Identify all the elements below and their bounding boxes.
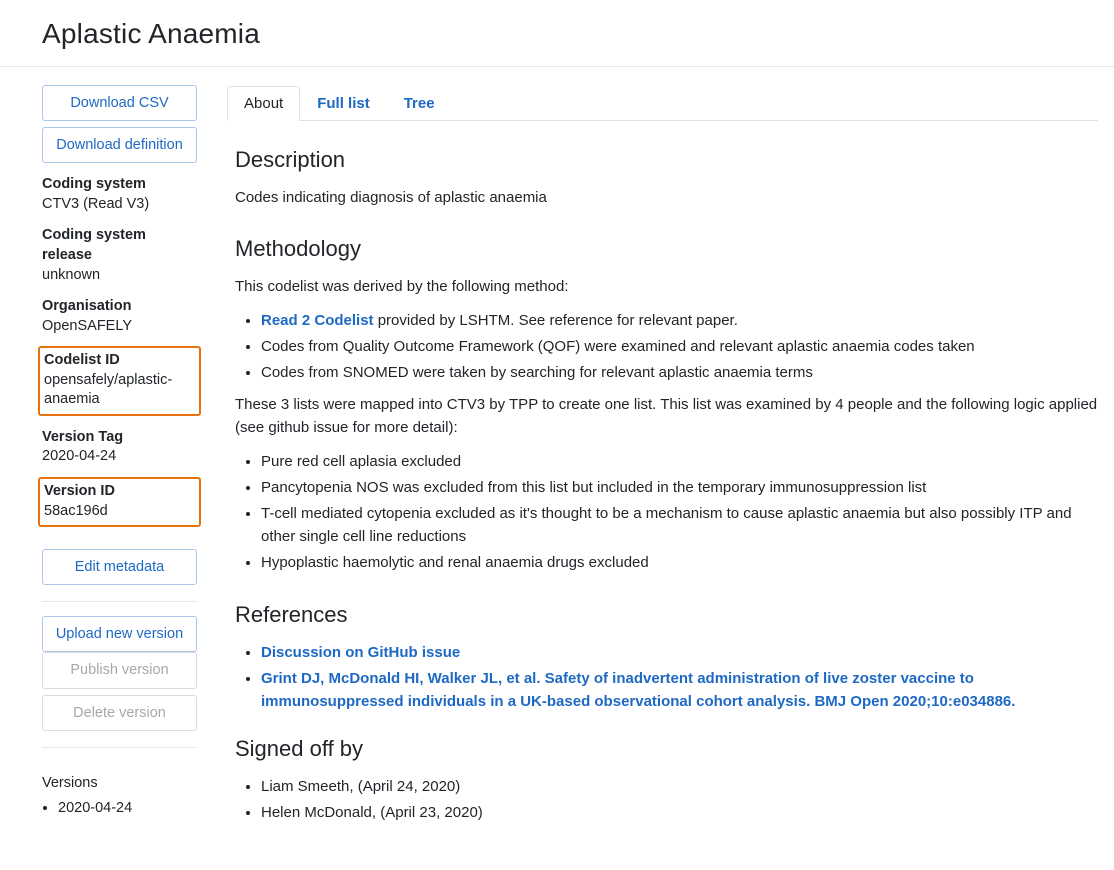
meta-coding-system-release xyxy=(42,226,197,285)
about-panel xyxy=(227,147,1098,824)
meta-coding-system-release-value: unknown xyxy=(42,266,101,283)
versions-heading: Versions xyxy=(42,774,98,791)
sidebar xyxy=(42,85,197,821)
meta-codelist-id-value: opensafely/aplastic-anaemia xyxy=(44,371,173,408)
list-item: • Helen McDonald, (April 23, 2020) xyxy=(261,802,1098,825)
methodology-heading: Methodology xyxy=(235,235,361,261)
list-item: • Hypoplastic haemolytic and renal anaemia drugs excluded xyxy=(261,552,1098,575)
page-title: Aplastic Anaemia xyxy=(42,18,260,49)
methodology-item-0-text: provided by LSHTM. See reference for relevant paper. xyxy=(373,312,738,329)
references-heading: References xyxy=(235,602,348,628)
versions-list xyxy=(42,799,197,819)
read2-codelist-link[interactable]: Read 2 Codelist xyxy=(261,312,374,329)
methodology-logic-list xyxy=(235,451,1098,574)
references-list xyxy=(235,642,1098,713)
publish-version-button: Publish version xyxy=(42,652,197,688)
meta-version-tag-label: Version Tag xyxy=(42,428,124,445)
list-item xyxy=(261,668,1098,714)
upload-new-version-button[interactable]: Upload new version xyxy=(42,616,197,652)
meta-organisation-value: OpenSAFELY xyxy=(42,317,133,334)
list-item: • Pancytopenia NOS was excluded from this list but included in the temporary immunosuppression list xyxy=(261,477,1098,500)
methodology-list xyxy=(235,310,1098,384)
tab-tree[interactable]: Tree xyxy=(403,95,435,112)
download-definition-button[interactable]: Download definition xyxy=(42,127,197,163)
tab-full-list[interactable]: Full list xyxy=(317,95,370,112)
main-content xyxy=(227,85,1106,834)
signed-off-heading: Signed off by xyxy=(235,735,364,761)
list-item: • Liam Smeeth, (April 24, 2020) xyxy=(261,776,1098,799)
list-item[interactable]: • 2020-04-24 xyxy=(58,799,197,819)
meta-version-id-value: 58ac196d xyxy=(44,502,108,519)
page-layout xyxy=(0,67,1114,834)
list-item xyxy=(261,642,1098,665)
meta-version-tag xyxy=(42,428,197,467)
list-item: • Codes from SNOMED were taken by searching for relevant aplastic anaemia terms xyxy=(261,362,1098,385)
sidebar-divider-1 xyxy=(42,601,197,602)
meta-codelist-id-highlight xyxy=(38,346,201,416)
description-heading: Description xyxy=(235,147,346,172)
tab-bar xyxy=(227,85,1098,121)
download-csv-button[interactable]: Download CSV xyxy=(42,85,197,121)
list-item xyxy=(261,310,1098,333)
list-item: • Pure red cell aplasia excluded xyxy=(261,451,1098,474)
description-text: Codes indicating diagnosis of aplastic anaemia xyxy=(235,189,547,206)
meta-version-id-label: Version ID xyxy=(44,483,115,499)
meta-organisation-label: Organisation xyxy=(42,298,132,315)
tab-about[interactable]: About xyxy=(227,86,300,121)
list-item: • Codes from Quality Outcome Framework (QOF) were examined and relevant aplastic anaemia codes taken xyxy=(261,336,1098,359)
methodology-intro: This codelist was derived by the following method: xyxy=(235,277,569,295)
methodology-paragraph-2: These 3 lists were mapped into CTV3 by TPP to create one list. This list was examined by 4 people and the following logic applied (see github issue for more detail): xyxy=(235,396,1098,436)
meta-coding-system xyxy=(42,175,197,214)
meta-coding-system-value: CTV3 (Read V3) xyxy=(42,195,150,212)
meta-version-tag-value: 2020-04-24 xyxy=(42,448,117,465)
meta-coding-system-release-label: Coding system release xyxy=(42,227,146,263)
meta-organisation xyxy=(42,297,197,336)
sidebar-divider-2 xyxy=(42,747,197,748)
signed-off-list xyxy=(235,776,1098,825)
edit-metadata-button[interactable]: Edit metadata xyxy=(42,549,197,585)
sidebar-spacer-1 xyxy=(42,527,197,549)
bmj-open-paper-link[interactable]: Grint DJ, McDonald HI, Walker JL, et al. Safety of inadvertent administration of live zoster vaccine to immunosuppressed individuals in a UK-based observational cohort analysis. BMJ Open 2020;10:e034886. xyxy=(261,670,1016,710)
list-item: • T-cell mediated cytopenia excluded as it's thought to be a mechanism to cause aplastic anaemia but also possibly ITP and other single cell line reductions xyxy=(261,503,1098,549)
meta-version-id-highlight xyxy=(38,477,201,527)
github-issue-link[interactable]: Discussion on GitHub issue xyxy=(261,644,461,662)
delete-version-button: Delete version xyxy=(42,695,197,731)
meta-coding-system-label: Coding system xyxy=(42,176,146,193)
meta-codelist-id-label: Codelist ID xyxy=(44,352,120,369)
